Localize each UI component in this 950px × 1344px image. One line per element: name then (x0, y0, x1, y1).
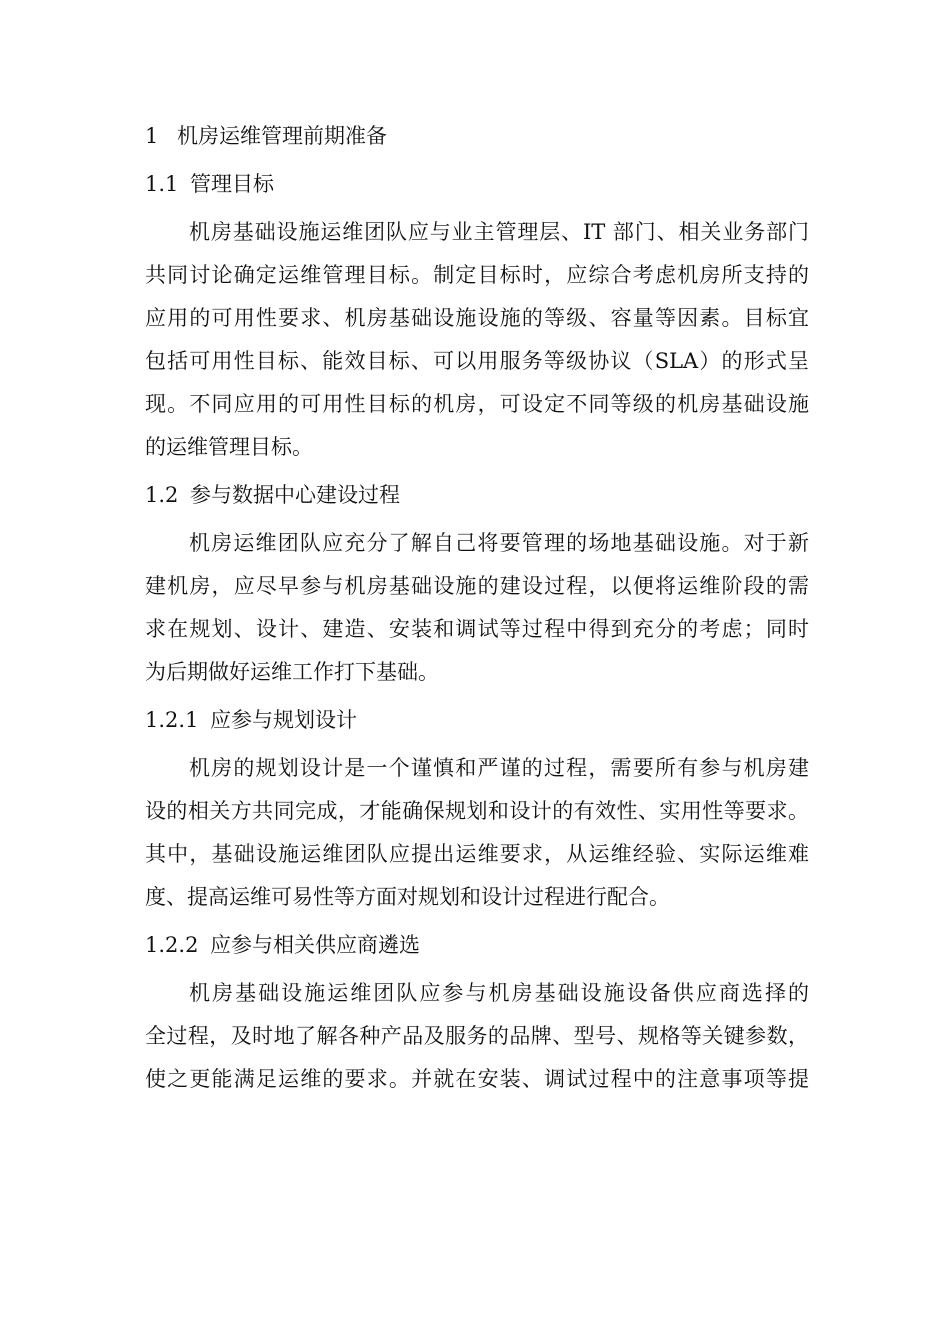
paragraph-line: 使之更能满足运维的要求。并就在安装、调试过程中的注意事项等提 (145, 1067, 809, 1091)
section-heading-1-2-1 (145, 696, 809, 744)
paragraph-line: 的运维管理目标。 (145, 435, 313, 459)
document-body (145, 112, 809, 1103)
section-number: 1.1 (145, 172, 179, 196)
paragraph-line: 机房基础设施运维团队应参与机房基础设施设备供应商选择的 (189, 981, 809, 1005)
section-number: 1.2 (145, 483, 179, 507)
paragraph-line: 为后期做好运维工作打下基础。 (145, 660, 439, 684)
paragraph-line: 度、提高运维可易性等方面对规划和设计过程进行配合。 (145, 885, 670, 909)
paragraph-line: 全过程，及时地了解各种产品及服务的品牌、型号、规格等关键参数， (145, 1024, 809, 1048)
paragraph-line: 机房的规划设计是一个谨慎和严谨的过程，需要所有参与机房建 (189, 756, 809, 780)
section-number: 1.2.2 (145, 933, 199, 957)
paragraph-line: 机房基础设施运维团队应与业主管理层、IT 部门、相关业务部门 (189, 220, 809, 244)
section-title: 参与数据中心建设过程 (190, 483, 400, 507)
section-title: 应参与相关供应商遴选 (210, 933, 420, 957)
paragraph-line: 现。不同应用的可用性目标的机房，可设定不同等级的机房基础设施 (145, 392, 809, 416)
paragraph-line: 应用的可用性要求、机房基础设施设施的等级、容量等因素。目标宜 (145, 306, 809, 330)
paragraph-line: 设的相关方共同完成，才能确保规划和设计的有效性、实用性等要求。 (145, 799, 809, 823)
section-heading-1-1 (145, 160, 809, 208)
paragraph-line: 建机房，应尽早参与机房基础设施的建设过程，以便将运维阶段的需 (145, 574, 809, 598)
paragraph-line: 共同讨论确定运维管理目标。制定目标时，应综合考虑机房所支持的 (145, 263, 809, 287)
section-title: 机房运维管理前期准备 (177, 124, 387, 148)
paragraph-1-2-2 (145, 969, 809, 1103)
section-title: 管理目标 (190, 172, 274, 196)
section-title: 应参与规划设计 (210, 708, 357, 732)
paragraph-line: 求在规划、设计、建造、安装和调试等过程中得到充分的考虑；同时 (145, 617, 809, 641)
section-heading-1-2-2 (145, 921, 809, 969)
section-number: 1 (145, 124, 159, 148)
paragraph-1-2 (145, 519, 809, 696)
paragraph-1-2-1 (145, 744, 809, 921)
section-number: 1.2.1 (145, 708, 199, 732)
section-heading-1 (145, 112, 809, 160)
paragraph-line: 其中，基础设施运维团队应提出运维要求，从运维经验、实际运维难 (145, 842, 809, 866)
paragraph-line: 机房运维团队应充分了解自己将要管理的场地基础设施。对于新 (189, 531, 809, 555)
paragraph-line: 包括可用性目标、能效目标、可以用服务等级协议（SLA）的形式呈 (145, 349, 809, 373)
section-heading-1-2 (145, 471, 809, 519)
paragraph-1-1 (145, 208, 809, 471)
